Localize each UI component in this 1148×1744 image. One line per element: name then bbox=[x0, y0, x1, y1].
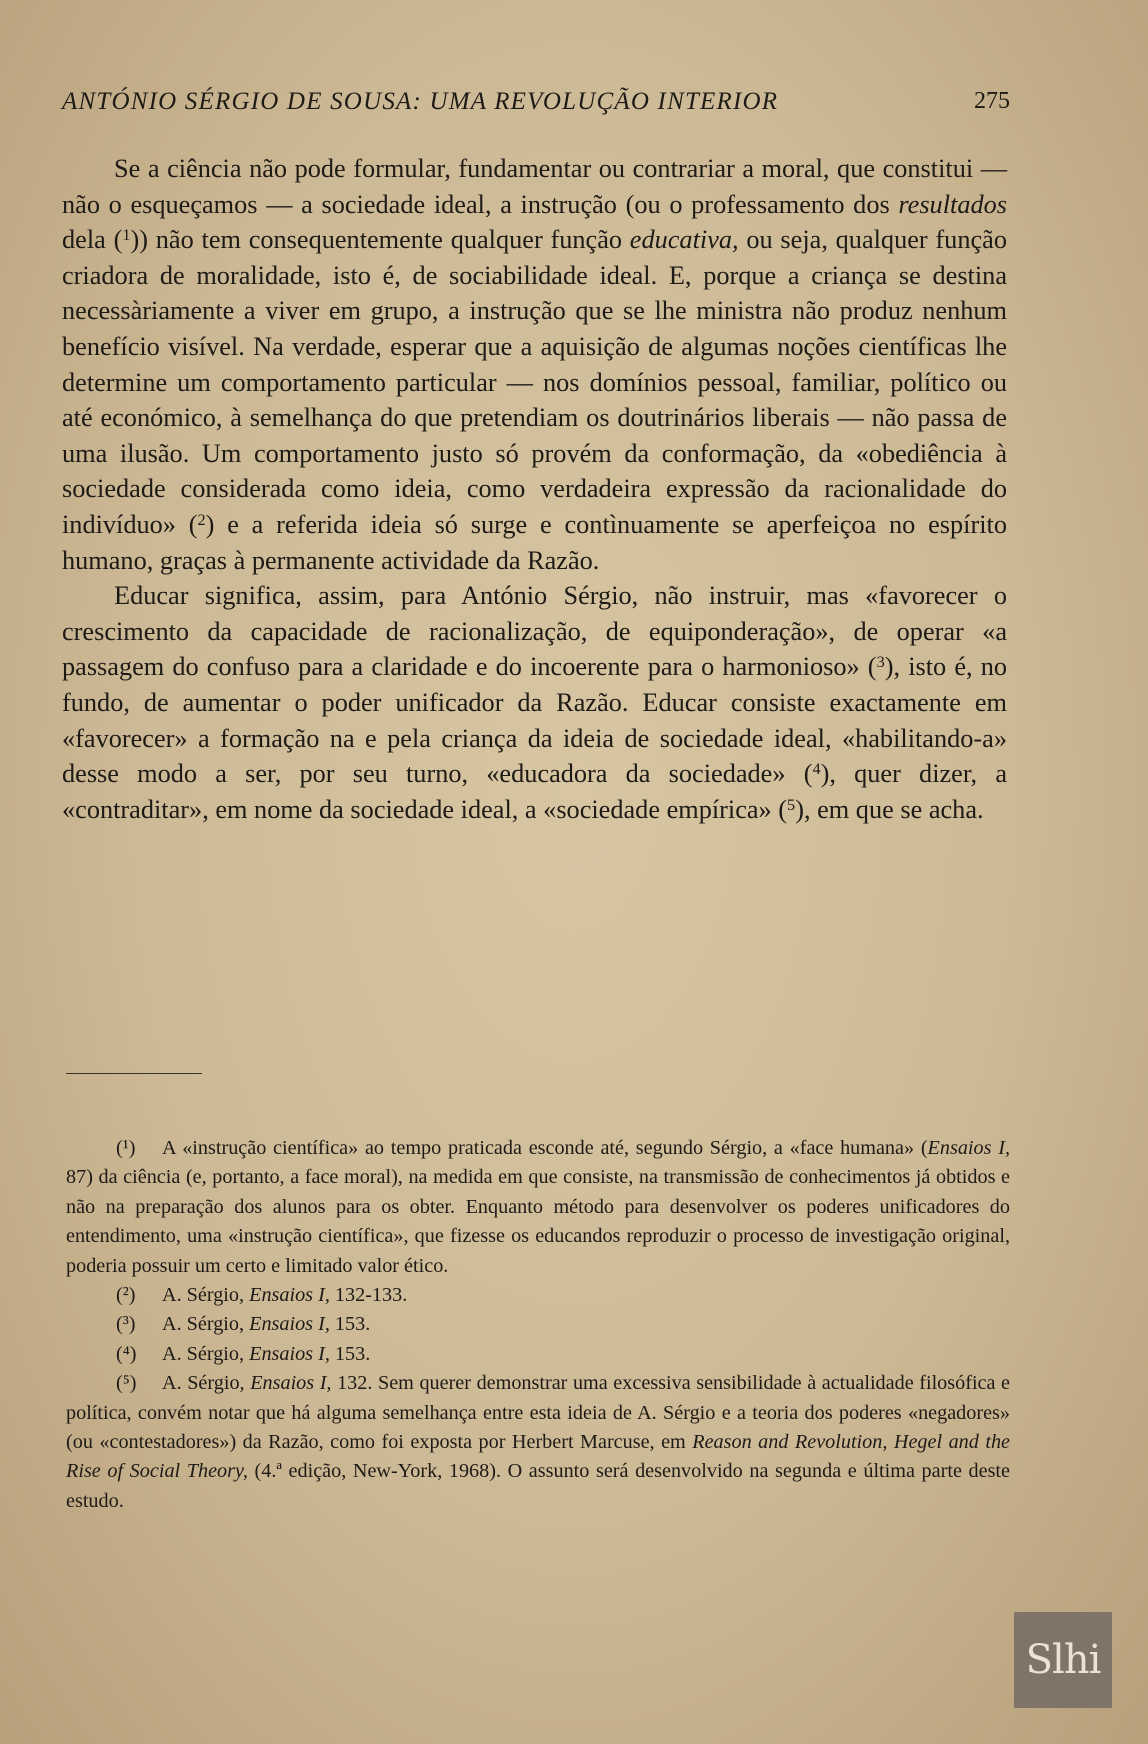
text-run: )) não tem consequentemente qualquer função bbox=[130, 225, 630, 255]
body-text bbox=[62, 151, 1007, 827]
italic-run: Ensaios I, bbox=[249, 1284, 330, 1307]
page-number: 275 bbox=[974, 88, 1010, 114]
text-run: 132. Sem querer demonstrar uma excessiva sensibilidade à actualidade filosófica e política, convém notar que há alguma semelhança entre esta ideia de A. Sérgio e a teoria dos poderes «negadores» (ou «contestadores») da Razão, como foi exposta por Herbert Marcuse, em bbox=[66, 1372, 1011, 1454]
text-run: 153. bbox=[329, 1313, 371, 1336]
footnote-ref-2: 2 bbox=[197, 509, 206, 529]
footnote-2 bbox=[66, 1281, 1010, 1310]
paragraph-2 bbox=[62, 578, 1007, 827]
text-run: 132-133. bbox=[329, 1284, 408, 1307]
footnote-ref-5: 5 bbox=[787, 794, 796, 814]
footnote-marker: (³) bbox=[116, 1313, 136, 1336]
italic-run: Ensaios I, bbox=[249, 1313, 330, 1336]
paragraph-1 bbox=[62, 151, 1007, 578]
text-run: A. Sérgio, bbox=[162, 1342, 250, 1365]
footnote-marker: (⁵) bbox=[116, 1372, 137, 1395]
text-run: ) e a referida ideia só surge e contìnuamente se aperfeiçoa no espírito humano, graças à permanente actividade da Razão. bbox=[62, 509, 1008, 575]
italic-run: Ensaios I, bbox=[250, 1372, 332, 1395]
footnote-4 bbox=[66, 1340, 1010, 1369]
footnote-divider bbox=[66, 1073, 202, 1074]
text-run: ), em que se acha. bbox=[795, 794, 984, 824]
footnote-marker: (¹) bbox=[116, 1137, 136, 1159]
footnote-3 bbox=[66, 1310, 1010, 1339]
italic-run: Ensaios I, bbox=[927, 1137, 1010, 1159]
footnotes bbox=[66, 1134, 1010, 1516]
italic-run: resultados bbox=[898, 189, 1007, 219]
footnote-1 bbox=[66, 1134, 1010, 1281]
footnote-ref-4: 4 bbox=[812, 758, 821, 778]
text-run: A. Sérgio, bbox=[162, 1284, 250, 1307]
text-run: ), quer dizer, a «contraditar», em nome da sociedade ideal, a «sociedade empírica» ( bbox=[62, 759, 1008, 824]
text-run: Se a ciência não pode formular, fundamentar ou contrariar a moral, que constitui — não o esqueçamos — a sociedade ideal, a instrução (ou o professamento dos bbox=[62, 154, 1007, 219]
italic-run: Reason and Revolution, Hegel and the Rise of Social Theory, bbox=[66, 1431, 1010, 1483]
running-title: ANTÓNIO SÉRGIO DE SOUSA: UMA REVOLUÇÃO INTERIOR bbox=[62, 88, 779, 115]
footnote-ref-1: 1 bbox=[122, 225, 131, 245]
text-run: Educar significa, assim, para António Sérgio, não instruir, mas «favorecer o crescimento da capacidade de racionalização, de equiponderação», de operar «a passagem do confuso para a claridade e do incoerente para o harmonioso» ( bbox=[62, 581, 1007, 682]
text-run: 87) da ciência (e, portanto, a face moral), na medida em que consiste, na transmissão de conhecimentos já obtidos e não na preparação dos alunos para os obter. Enquanto método para desenvolver os poderes unificadores do entendimento, uma «instrução científica», que fizesse os educandos reproduzir o processo de investigação original, poderia possuir um certo e limitado valor ético. bbox=[66, 1166, 1010, 1277]
slhi-logo: Slhi bbox=[1014, 1612, 1112, 1708]
text-run: A. Sérgio, bbox=[162, 1372, 251, 1395]
text-run: A «instrução científica» ao tempo praticada esconde até, segundo Sérgio, a «face humana» ( bbox=[162, 1137, 928, 1159]
footnote-5 bbox=[66, 1369, 1010, 1516]
italic-run: educativa, bbox=[629, 225, 739, 255]
text-run: 153. bbox=[329, 1342, 371, 1365]
text-run: ou seja, qualquer função criadora de moralidade, isto é, de sociabilidade ideal. E, porque a criança se destina necessàriamente a viver em grupo, a instrução que se lhe ministra não produz nenhum benefício visível. Na verdade, esperar que a aquisição de algumas noções científicas lhe determine um comportamento particular — nos domínios pessoal, familiar, político ou até económico, à semelhança do que pretendiam os doutrinários liberais — não passa de uma ilusão. Um comportamento justo só provém da conformação, da «obediência à sociedade considerada como ideia, como verdadeira expressão da racionalidade do indivíduo» ( bbox=[62, 225, 1007, 539]
footnote-marker: (⁴) bbox=[116, 1342, 137, 1365]
footnote-marker: (²) bbox=[116, 1284, 136, 1307]
italic-run: Ensaios I, bbox=[249, 1342, 330, 1365]
text-run: (4.ª edição, New-York, 1968). O assunto será desenvolvido na segunda e última parte deste estudo. bbox=[66, 1460, 1010, 1512]
text-run: dela ( bbox=[62, 225, 123, 255]
footnote-ref-3: 3 bbox=[876, 652, 885, 672]
text-run: ), isto é, no fundo, de aumentar o poder unificador da Razão. Educar consiste exactamente em «favorecer» a formação na e pela criança da ideia de sociedade ideal, «habilitando-a» desse modo a ser, por seu turno, «educadora da sociedade» ( bbox=[62, 652, 1007, 789]
text-run: A. Sérgio, bbox=[162, 1313, 250, 1336]
running-head bbox=[62, 88, 1010, 122]
